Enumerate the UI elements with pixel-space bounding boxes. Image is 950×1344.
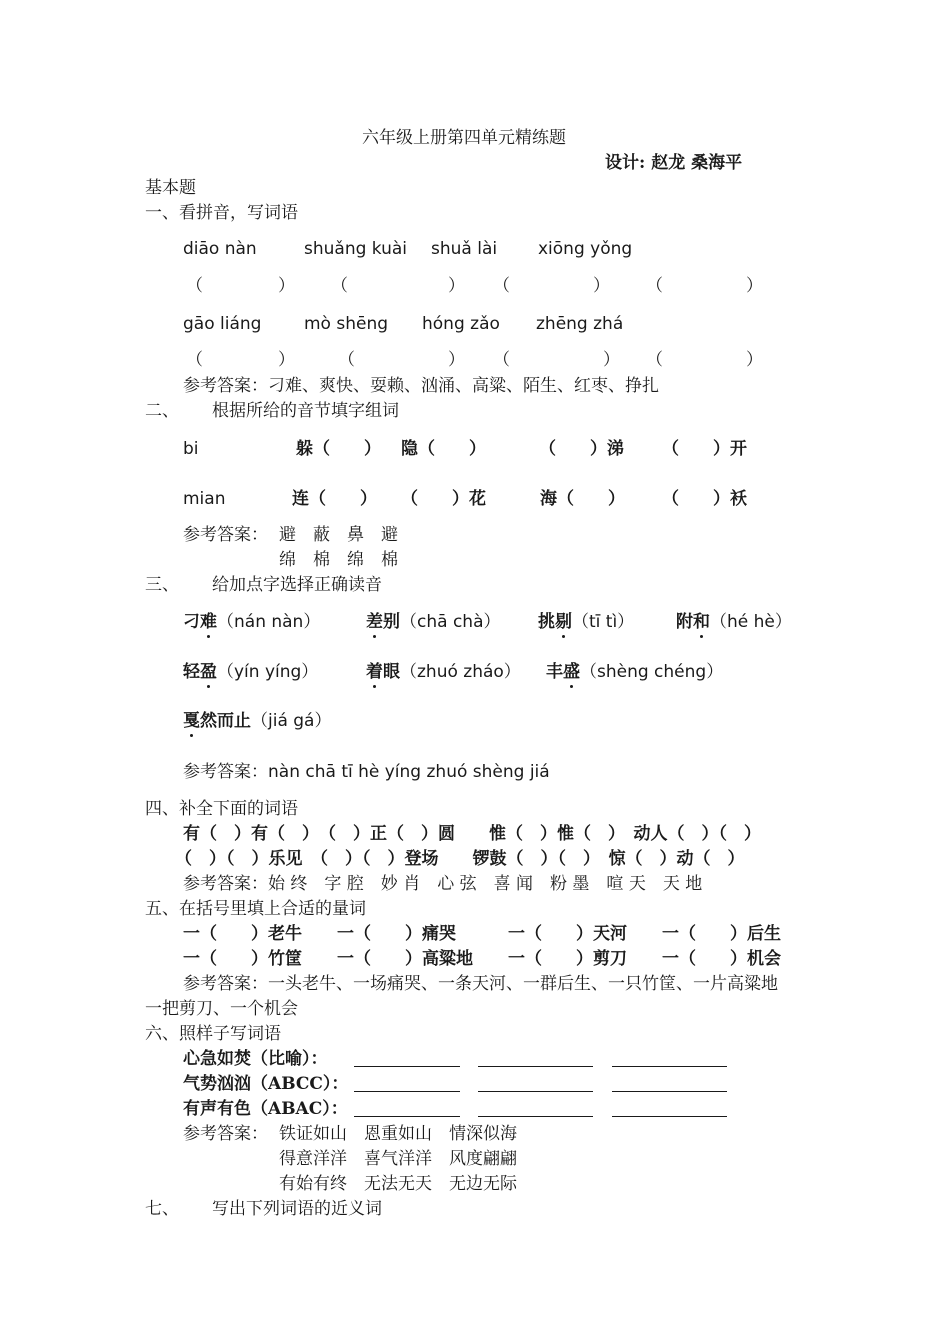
section-2-number: 二、 [145,401,179,421]
section-3-heading: 给加点字选择正确读音 [212,575,382,595]
section-7-heading: 写出下列词语的近义词 [212,1199,382,1219]
paren-open: （ [493,350,510,370]
fill-item: 海（ ） [540,489,625,509]
section-6-answer-row: 铁证如山 恩重如山 情深似海 [279,1124,517,1144]
dotted-char: 差 [366,612,383,632]
reading-item [366,612,500,632]
fill-item: 连（ ） [292,489,377,509]
reading-item [676,612,792,632]
page-title: 六年级上册第四单元精练题 [362,128,566,148]
word-part: 附 [676,612,693,632]
measure-item: 一（ ）后生 [662,924,781,944]
paren-close: ） [448,276,465,296]
pinyin-options: （nán nàn） [217,612,321,632]
pinyin-options: （tī tì） [572,612,635,632]
word-part: 挑 [538,612,555,632]
write-blank[interactable] [612,1116,727,1117]
dotted-char: 盛 [563,662,580,682]
section-2-answer-row-2: 绵 棉 绵 棉 [279,550,398,570]
section-5-answer-line-2: 一把剪刀、一个机会 [145,999,298,1019]
pinyin-options: （yín yíng） [217,662,319,682]
section-6-answer-row: 有始有终 无法无天 无边无际 [279,1174,517,1194]
pinyin-item: diāo nàn [183,239,257,259]
paren-close: ） [746,350,763,370]
write-blank[interactable] [354,1116,460,1117]
write-blank[interactable] [478,1066,593,1067]
pinyin-item: shuǎng kuài [304,239,408,259]
section-4-heading: 四、补全下面的词语 [145,799,298,819]
pinyin-item: gāo liáng [183,314,262,334]
write-blank[interactable] [612,1091,727,1092]
measure-item: 一（ ）机会 [662,949,781,969]
fill-item: 躲（ ） [296,439,381,459]
word-part: 轻 [183,662,200,682]
paren-close: ） [746,276,763,296]
paren-open: （ [338,350,355,370]
pattern-label: 有声有色（ABAC）： [183,1099,348,1119]
reading-item [183,662,318,682]
pinyin-options: （hé hè） [710,612,792,632]
word-part: 眼 [383,662,400,682]
answer-pinyin: nàn chā tī hè yíng zhuó shèng jiá [268,762,550,782]
write-blank[interactable] [354,1091,460,1092]
write-blank[interactable] [478,1091,593,1092]
basic-section-label: 基本题 [145,178,196,198]
section-2-answer-row-1: 避 蔽 鼻 避 [279,525,398,545]
pinyin-options: （chā chà） [400,612,501,632]
paren-open: （ [646,276,663,296]
section-5-answer-line-1: 参考答案：一头老牛、一场痛哭、一条天河、一群后生、一只竹筐、一片高粱地 [183,974,778,994]
measure-item: 一（ ）竹筐 [183,949,302,969]
word-part: 别 [383,612,400,632]
measure-item: 一（ ）痛哭 [337,924,456,944]
pinyin-options: （shèng chéng） [580,662,724,682]
pinyin-item: zhēng zhá [536,314,624,334]
section-1-heading: 一、看拼音，写词语 [145,203,298,223]
paren-open: （ [186,276,203,296]
dotted-char: 剔 [555,612,572,632]
dotted-char: 戛 [183,711,200,731]
designer-credit: 设计: 赵龙 桑海平 [605,153,743,173]
answer-label: 参考答案： [183,762,268,782]
section-3-answer [183,762,550,782]
reading-item [538,612,634,632]
dotted-char: 难 [200,612,217,632]
dotted-char: 和 [693,612,710,632]
section-4-row-2: （ ）（ ）乐见 （ ）（ ）登场 锣鼓（ ）（ ） 惊（ ）动（ ） [175,849,745,869]
section-3-number: 三、 [145,575,179,595]
measure-item: 一（ ）老牛 [183,924,302,944]
measure-item: 一（ ）剪刀 [508,949,627,969]
fill-item: （ ）涕 [539,439,624,459]
paren-close: ） [593,276,610,296]
reading-item [183,612,320,632]
pinyin-item: shuǎ lài [431,239,498,259]
dotted-char: 着 [366,662,383,682]
write-blank[interactable] [612,1066,727,1067]
syllable-bi: bi [183,439,199,459]
pattern-label: 心急如焚（比喻）： [183,1049,328,1069]
section-1-answer: 参考答案：刁难、爽快、耍赖、汹涌、高粱、陌生、红枣、挣扎 [183,376,659,396]
fill-item: 隐（ ） [401,439,486,459]
section-4-row-1: 有（ ）有（ ） （ ）正（ ）圆 惟（ ）惟（ ） 动人（ ）（ ） [183,824,761,844]
pinyin-item: hóng zǎo [422,314,500,334]
fill-item: （ ）开 [662,439,747,459]
paren-open: （ [331,276,348,296]
paren-open: （ [646,350,663,370]
write-blank[interactable] [478,1116,593,1117]
section-2-answer-label: 参考答案： [183,525,268,545]
pinyin-item: xiōng yǒng [538,239,633,259]
pinyin-item: mò shēng [304,314,389,334]
reading-item [546,662,723,682]
reading-item [183,711,331,731]
dotted-char: 盈 [200,662,217,682]
section-5-heading: 五、在括号里填上合适的量词 [145,899,366,919]
fill-item: （ ）花 [401,489,486,509]
paren-close: ） [278,276,295,296]
section-7-number: 七、 [145,1199,179,1219]
pattern-label: 气势汹汹（ABCC）： [183,1074,349,1094]
paren-open: （ [186,350,203,370]
fill-item: （ ）袄 [662,489,747,509]
word-part: 刁 [183,612,200,632]
section-6-answer-row: 得意洋洋 喜气洋洋 风度翩翩 [279,1149,517,1169]
paren-close: ） [448,350,465,370]
section-2-heading: 根据所给的音节填字组词 [212,401,399,421]
pinyin-options: （jiá gá） [251,711,332,731]
section-4-answer: 参考答案：始 终 字 腔 妙 肖 心 弦 喜 闻 粉 墨 喧 天 天 地 [183,874,703,894]
paren-close: ） [278,350,295,370]
measure-item: 一（ ）天河 [508,924,627,944]
paren-open: （ [493,276,510,296]
paren-close: ） [603,350,620,370]
write-blank[interactable] [354,1066,460,1067]
section-6-heading: 六、照样子写词语 [145,1024,281,1044]
pinyin-options: （zhuó zháo） [400,662,521,682]
reading-item [366,662,521,682]
word-part: 然而止 [200,711,251,731]
word-part: 丰 [546,662,563,682]
measure-item: 一（ ）高粱地 [337,949,473,969]
section-6-answer-label: 参考答案： [183,1124,268,1144]
syllable-mian: mian [183,489,226,509]
